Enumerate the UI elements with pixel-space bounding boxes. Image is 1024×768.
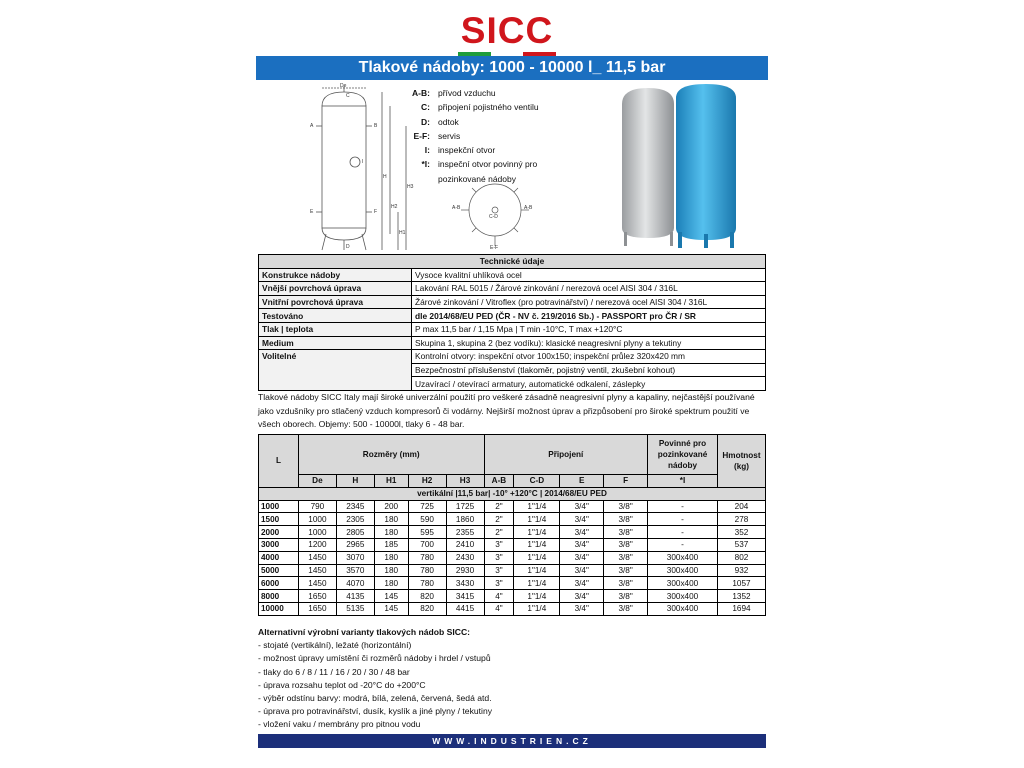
dims-cell: 1000 (298, 513, 336, 526)
footer-website-link[interactable]: WWW.INDUSTRIEN.CZ (432, 736, 592, 746)
dims-cell: 802 (717, 551, 765, 564)
label-h2: H2 (391, 204, 398, 210)
sicc-logo (452, 12, 562, 54)
dims-subheader-row: De H H1 H2 H3 A-B C-D E F *I (259, 475, 766, 488)
dims-cell: 4" (484, 590, 514, 603)
dims-cell: 180 (374, 564, 408, 577)
alternative-item: - výběr odstínu barvy: modrá, bílá, zelená, červená, šedá atd. (258, 693, 492, 704)
dims-cell: - (648, 526, 718, 539)
dims-cell: 3415 (446, 590, 484, 603)
dims-cell: 4" (484, 602, 514, 615)
dims-band: vertikální |11,5 bar| -10° +120°C | 2014/68/EU PED (259, 487, 766, 500)
dims-cell: 3/8" (604, 526, 648, 539)
dims-cell: 2305 (336, 513, 374, 526)
dims-cell: 2410 (446, 538, 484, 551)
dims-cell: 1450 (298, 577, 336, 590)
col-l: L (259, 435, 299, 488)
dims-cell: 700 (408, 538, 446, 551)
tech-row: Uzavírací / otevírací armatury, automatické odkalení, záslepky (259, 377, 766, 391)
dims-row (259, 577, 766, 590)
tech-row: Volitelné Kontrolní otvory: inspekční otvor 100x150; inspekční průlez 320x420 mm (259, 350, 766, 364)
dims-cell: 3" (484, 564, 514, 577)
dims-cell: 1057 (717, 577, 765, 590)
top-view-labels (452, 176, 538, 252)
dims-row (259, 526, 766, 539)
dims-row (259, 602, 766, 615)
title-band (256, 56, 768, 80)
dims-cell: 1"1/4 (514, 500, 560, 513)
alternative-item: - úprava rozsahu teplot od -20°C do +200°C (258, 679, 426, 690)
product-sheet (256, 0, 768, 768)
dims-cell: 352 (717, 526, 765, 539)
dims-cell: 780 (408, 551, 446, 564)
dims-cell: 1"1/4 (514, 513, 560, 526)
label-cd: C-D (489, 214, 498, 220)
dims-cell: 200 (374, 500, 408, 513)
dims-cell: 790 (298, 500, 336, 513)
dims-cell-volume: 1000 (259, 500, 299, 513)
dims-cell: 820 (408, 602, 446, 615)
label-a: A (310, 123, 314, 129)
dims-cell: 1"1/4 (514, 577, 560, 590)
dims-cell: 590 (408, 513, 446, 526)
dims-body (259, 500, 766, 615)
label-c: C (346, 93, 350, 99)
dims-cell: 725 (408, 500, 446, 513)
dims-cell: 3" (484, 551, 514, 564)
dims-cell: 2" (484, 500, 514, 513)
dims-cell: 1450 (298, 564, 336, 577)
tech-row: Konstrukce nádoby Vysoce kvalitní uhlíková ocel (259, 268, 766, 282)
tank-photos (618, 82, 742, 250)
dims-cell: 1"1/4 (514, 551, 560, 564)
dims-cell: 3/4" (560, 602, 604, 615)
dims-row (259, 564, 766, 577)
col-weight: Hmotnost (kg) (717, 435, 765, 488)
dims-cell: - (648, 538, 718, 551)
dims-cell: 300x400 (648, 590, 718, 603)
dims-cell: 2355 (446, 526, 484, 539)
dims-cell: 2" (484, 526, 514, 539)
label-h3: H3 (407, 184, 414, 190)
dims-cell-volume: 6000 (259, 577, 299, 590)
dims-cell: 3/4" (560, 538, 604, 551)
tech-row: Tlak | teplota P max 11,5 bar / 1,15 Mpa | T min -10°C, T max +120°C (259, 322, 766, 336)
legend-row: *I: inspeční otvor povinný pro (421, 159, 538, 170)
alternative-item: - tlaky do 6 / 8 / 11 / 16 / 20 / 30 / 48 bar (258, 666, 410, 677)
dims-cell: 4415 (446, 602, 484, 615)
dims-cell: 932 (717, 564, 765, 577)
dims-cell: 278 (717, 513, 765, 526)
tech-row: Bezpečnostní příslušenství (tlakoměr, pojistný ventil, zkušební kohout) (259, 363, 766, 377)
product-description: Tlakové nádoby SICC Italy mají široké univerzální použití pro veškeré zásadně neagresivní plyny a kapaliny, nejčastější používané jako vzdušníky pro stlačený vzduch kompresorů či vodárny. Nejširší možnost úprav a přizpůsobení pro široké spektrum použití ve všech oborech. Objemy: 500 - 10000l, tlaky 6 - 48 bar. (258, 392, 755, 429)
dims-cell: 537 (717, 538, 765, 551)
blue-painted-tank (676, 84, 736, 248)
group-connections: Připojení (484, 435, 648, 475)
dims-cell: 1200 (298, 538, 336, 551)
alternative-item: - stojaté (vertikální), ležaté (horizontální) (258, 640, 412, 651)
dims-cell: 1"1/4 (514, 602, 560, 615)
connection-legend (400, 86, 570, 186)
dims-cell: 1650 (298, 590, 336, 603)
dims-cell: 1450 (298, 551, 336, 564)
label-ef: E-F (490, 245, 499, 251)
dims-cell: 1352 (717, 590, 765, 603)
dims-cell: 180 (374, 526, 408, 539)
dims-cell-volume: 3000 (259, 538, 299, 551)
dimensions-table (258, 434, 766, 616)
dims-cell: 180 (374, 577, 408, 590)
label-i: I (362, 159, 364, 165)
label-ab-left: A-B (452, 205, 461, 211)
dims-cell: 300x400 (648, 551, 718, 564)
dims-cell: 300x400 (648, 602, 718, 615)
alternatives-title: Alternativní výrobní varianty tlakových nádob SICC: (258, 627, 471, 637)
alternative-item: - úprava pro potravinářství, dusík, kyslík a jiné plyny / tekutiny (258, 706, 493, 717)
dims-cell: 4070 (336, 577, 374, 590)
label-d: D (346, 244, 350, 250)
legend-row: E-F: servis (413, 130, 461, 141)
dims-cell-volume: 5000 (259, 564, 299, 577)
dims-cell: 1"1/4 (514, 564, 560, 577)
dims-cell: 145 (374, 602, 408, 615)
dims-cell: 300x400 (648, 564, 718, 577)
dims-cell: 180 (374, 551, 408, 564)
dims-cell: 2" (484, 513, 514, 526)
legend-row: A-B: přívod vzduchu (412, 88, 496, 98)
dims-cell: 3070 (336, 551, 374, 564)
dims-cell: 2345 (336, 500, 374, 513)
dims-row (259, 513, 766, 526)
galvanized-tank (622, 88, 674, 246)
label-ab-right: A-B (524, 205, 533, 211)
dims-cell: 4135 (336, 590, 374, 603)
dims-cell-volume: 1500 (259, 513, 299, 526)
dims-cell: 3430 (446, 577, 484, 590)
dims-cell: 3/4" (560, 500, 604, 513)
dims-row (259, 500, 766, 513)
dims-cell: 3" (484, 577, 514, 590)
dims-row (259, 551, 766, 564)
dims-cell: 3/8" (604, 500, 648, 513)
dims-cell: 145 (374, 590, 408, 603)
dims-cell: 820 (408, 590, 446, 603)
dims-cell: 1000 (298, 526, 336, 539)
alternative-item: - možnost úpravy umístění či rozměrů nádoby i hrdel / vstupů (258, 653, 491, 664)
label-b: B (374, 123, 378, 129)
page-title: Tlakové nádoby: 1000 - 10000 l_ 11,5 bar (358, 59, 666, 76)
dims-cell: 2965 (336, 538, 374, 551)
logo-text: SICC (460, 10, 554, 51)
dims-cell: 180 (374, 513, 408, 526)
label-h1: H1 (399, 230, 406, 236)
dims-cell: 3/4" (560, 513, 604, 526)
tech-row: Vnější povrchová úprava Lakování RAL 5015 / Žárové zinkování / nerezová ocel AISI 304 / 316L (259, 282, 766, 296)
dims-cell-volume: 10000 (259, 602, 299, 615)
dims-cell: 1"1/4 (514, 590, 560, 603)
dims-cell: 1860 (446, 513, 484, 526)
dims-cell: 1725 (446, 500, 484, 513)
legend-row: pozinkované nádoby (438, 173, 516, 184)
label-e: E (310, 209, 314, 215)
dims-cell: 3/4" (560, 526, 604, 539)
legend-row: D: odtok (421, 116, 459, 127)
dims-cell: 3/4" (560, 590, 604, 603)
dims-row (259, 590, 766, 603)
tech-row: Medium Skupina 1, skupina 2 (bez vodíku): klasické neagresivní plyny a tekutiny (259, 336, 766, 350)
dims-cell-volume: 8000 (259, 590, 299, 603)
dims-cell: 3/4" (560, 577, 604, 590)
dims-row (259, 538, 766, 551)
legend-row: I: inspekční otvor (424, 145, 496, 156)
dims-cell: 1694 (717, 602, 765, 615)
dims-cell: 595 (408, 526, 446, 539)
technical-data-table (258, 254, 766, 391)
col-required: Povinné pro pozinkované nádoby (648, 435, 718, 475)
dims-cell: 300x400 (648, 577, 718, 590)
dims-cell: 2805 (336, 526, 374, 539)
dims-cell: 3/8" (604, 538, 648, 551)
dims-cell: 3/8" (604, 602, 648, 615)
footer-band (258, 734, 766, 748)
dims-cell: 3/4" (560, 564, 604, 577)
dims-cell: 780 (408, 577, 446, 590)
dims-cell: 1"1/4 (514, 526, 560, 539)
dims-cell: 3/8" (604, 577, 648, 590)
dims-cell: 204 (717, 500, 765, 513)
alternatives-section (258, 626, 766, 732)
dims-cell: 185 (374, 538, 408, 551)
dims-cell-volume: 2000 (259, 526, 299, 539)
tech-row: Testováno dle 2014/68/EU PED (ČR - NV č. 219/2016 Sb.) - PASSPORT pro ČR / SR (259, 309, 766, 323)
dims-cell: 5135 (336, 602, 374, 615)
dims-cell: 1650 (298, 602, 336, 615)
dims-cell: 1"1/4 (514, 538, 560, 551)
dims-cell: 3/8" (604, 513, 648, 526)
alternative-item: - vložení vaku / membrány pro pitnou vodu (258, 719, 421, 730)
legend-row: C: připojení pojistného ventilu (421, 102, 539, 113)
label-f: F (374, 209, 378, 215)
dims-cell: 780 (408, 564, 446, 577)
group-dimensions: Rozměry (mm) (298, 435, 484, 475)
dims-cell: 2930 (446, 564, 484, 577)
drawing-labels (256, 84, 416, 256)
label-h: H (383, 174, 387, 180)
dims-cell: 3/8" (604, 590, 648, 603)
label-de: De (340, 83, 347, 89)
dims-cell: - (648, 500, 718, 513)
dims-cell: 3/8" (604, 551, 648, 564)
dims-cell: 3/8" (604, 564, 648, 577)
dims-cell: 2430 (446, 551, 484, 564)
dims-cell: 3/4" (560, 551, 604, 564)
dims-cell: - (648, 513, 718, 526)
dims-cell: 3570 (336, 564, 374, 577)
tech-row: Vnitřní povrchová úprava Žárové zinkování / Vitroflex (pro potravinářství) / nerezová ocel AISI 304 / 316L (259, 295, 766, 309)
dims-cell: 3" (484, 538, 514, 551)
dims-cell-volume: 4000 (259, 551, 299, 564)
tech-header: Technické údaje (259, 255, 766, 269)
